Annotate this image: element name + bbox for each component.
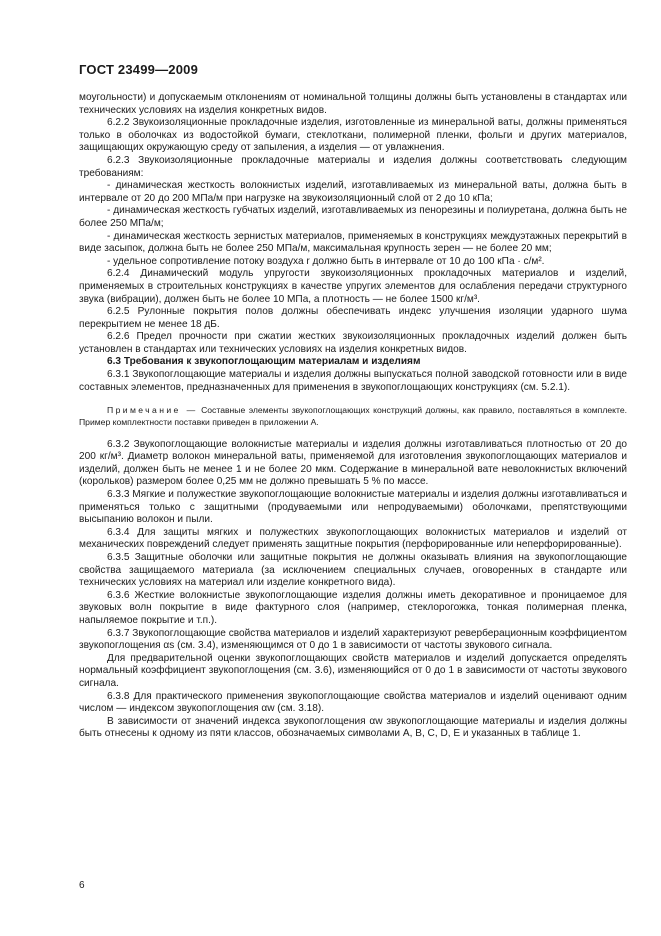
page-number: 6: [79, 880, 85, 891]
list-item: - динамическая жесткость губчатых изделий, изготавливаемых из пенорезины и полиуретана, должна быть не более 250 МПа/м;: [79, 205, 627, 229]
paragraph: 6.2.4 Динамический модуль упругости звукоизоляционных прокладочных материалов и изделий, применяемых в строительных конструкциях в качестве упругих элементов для ослабления передачи структурного звука (вибрации), должен быть не более 10 МПа, а плотность — не более 1500 кг/м³.: [79, 268, 627, 305]
note: [79, 404, 627, 428]
paragraph: 6.2.5 Рулонные покрытия полов должны обеспечивать индекс улучшения изоляции ударного шума перекрытием не менее 18 дБ.: [79, 306, 627, 330]
document-body: [79, 92, 627, 741]
section-heading: 6.3 Требования к звукопоглощающим материалам и изделиям: [107, 356, 421, 368]
paragraph: 6.2.2 Звукоизоляционные прокладочные изделия, изготовленные из минеральной ваты, должны применяться только в оболочках из водостойкой бумаги, стеклоткани, полимерной пленки, фольги и других материалов, защищающих окружающую среду от запыления, а изделия — от увлажнения.: [79, 117, 627, 154]
list-item: - динамическая жесткость зернистых материалов, применяемых в конструкциях междуэтажных перекрытий в виде засыпок, должна быть не более 250 МПа/м, максимальная крупность зерен — не более 20 мм;: [79, 230, 627, 255]
paragraph: 6.3.4 Для защиты мягких и полужестких звукопоглощающих волокнистых материалов и изделий от механических повреждений следует применять защитные покрытия (перфорированные или неперфорированные).: [79, 526, 627, 551]
paragraph: Для предварительной оценки звукопоглощающих свойств материалов и изделий допускается определять нормальный коэффициент звукопоглощения (см. 3.6), изменяющийся от 0 до 1 в зависимости от частоты звукового сигнала.: [79, 652, 627, 689]
list-item: - удельное сопротивление потоку воздуха r должно быть в интервале от 10 до 100 кПа · с/м².: [107, 255, 545, 267]
paragraph: моугольности) и допускаемым отклонениям от номинальной толщины должны быть установлены в стандартах или технических условиях на изделия конкретных видов.: [79, 92, 627, 116]
paragraph: 6.3.1 Звукопоглощающие материалы и изделия должны выпускаться полной заводской готовности или в виде составных элементов, предназначенных для применения в звукопоглощающих конструкциях (см. 5.2.1).: [79, 369, 627, 393]
paragraph: 6.3.3 Мягкие и полужесткие звукопоглощающие волокнистые материалы и изделия должны изготавливаться и применяться только с защитными (продуваемыми или непродуваемыми) оболочками, препятствующими высыпанию волокон и пыли.: [79, 489, 627, 526]
paragraph: 6.2.6 Предел прочности при сжатии жестких звукоизоляционных прокладочных изделий должен быть установлен в стандартах или технических условиях на изделия конкретных видов.: [79, 331, 627, 355]
paragraph: 6.3.8 Для практического применения звукопоглощающие свойства материалов и изделий оценивают одним числом — индексом звукопоглощения αw (см. 3.18).: [79, 690, 627, 715]
document-page: [79, 62, 627, 741]
paragraph: 6.3.5 Защитные оболочки или защитные покрытия не должны оказывать влияния на звукопоглощающие свойства защищаемого материала (за исключением специальных случаев, оговоренных в стандарте или технических условиях на материал или изделие конкретного вида).: [79, 552, 627, 589]
document-header: ГОСТ 23499—2009: [79, 62, 198, 77]
paragraph: В зависимости от значений индекса звукопоглощения αw звукопоглощающие материалы и изделия должны быть отнесены к одному из пяти классов, обозначаемых символами A, B, C, D, E и указанных в таблице 1.: [79, 715, 627, 740]
paragraph: 6.3.6 Жесткие волокнистые звукопоглощающие изделия должны иметь декоративное и проницаемое для звуковых волн покрытие в виде фактурного слоя (например, стеклорогожка, тонкая полимерная пленка, напыляемое покрытие и т.п.).: [79, 589, 627, 626]
paragraph: 6.3.7 Звукопоглощающие свойства материалов и изделий характеризуют реверберационным коэффициентом звукопоглощения αs (см. 3.4), изменяющимся от 0 до 1 в зависимости от частоты звукового сигнала.: [79, 627, 627, 652]
note-label: Примечание —: [107, 405, 198, 416]
paragraph: 6.2.3 Звукоизоляционные прокладочные материалы и изделия должны соответствовать следующим требованиям:: [79, 154, 627, 179]
paragraph: 6.3.2 Звукопоглощающие волокнистые материалы и изделия должны изготавливаться плотностью от 20 до 200 кг/м³. Диаметр волокон минеральной ваты, применяемой для изготовления звукопоглощающих материалов и изделий, должен быть не менее 1 и не более 20 мкм. Содержание в минеральной вате неволокнистых включений (корольков) размером более 0,25 мм не должно превышать 5 % по массе.: [79, 438, 627, 488]
list-item: - динамическая жесткость волокнистых изделий, изготавливаемых из минеральной ваты, должна быть в интервале от 20 до 200 МПа/м при нагрузке на звукоизоляционный слой от 2 до 10 кПа;: [79, 180, 627, 204]
note-text: Составные элементы звукопоглощающих конструкций должны, как правило, поставляться в комплекте. Пример комплектности поставки приведен в приложении А.: [79, 405, 627, 428]
